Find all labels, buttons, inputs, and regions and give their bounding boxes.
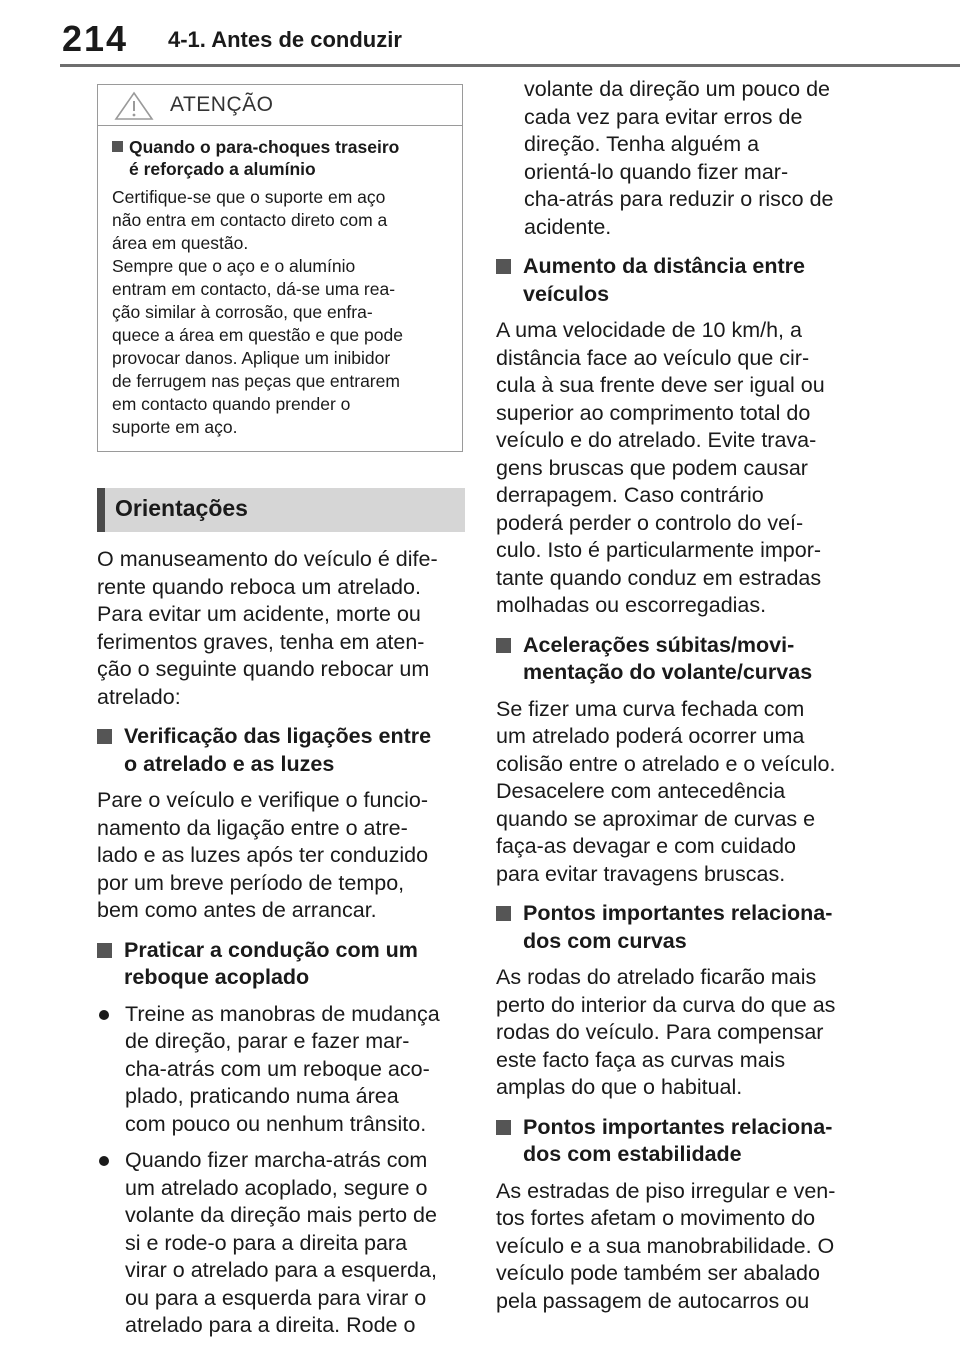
header-divider: [60, 64, 960, 67]
paragraph-curvas: As rodas do atrelado ficarão mais perto do interior da curva do que as rodas do veículo. Para compensar este facto faça as curvas mais amplas do que o habitual.: [496, 965, 836, 1099]
square-bullet-icon: [97, 729, 112, 744]
paragraph-aceleracoes: Se fizer uma curva fechada com um atrelado poderá ocorrer uma colisão entre o atrelado e o veículo. Desacelere com antecedência quando se aproximar de curvas e faça-as devagar e com cuidado para evitar travagens bruscas.: [496, 696, 836, 886]
warning-body: [98, 126, 462, 451]
warning-header: [98, 85, 462, 126]
page-number: 214: [62, 18, 129, 59]
subheading-estabilidade: Pontos importantes relaciona- dos com estabilidade: [496, 1114, 862, 1169]
subheading-curvas: Pontos importantes relaciona- dos com curvas: [496, 900, 862, 955]
orientacoes-heading-bar: [97, 488, 465, 532]
subheading-distancia: Aumento da distância entre veículos: [496, 253, 862, 308]
orientacoes-title: Orientações: [115, 495, 248, 521]
bullet-item: Quando fizer marcha-atrás com um atrelado acoplado, segure o volante da direção mais perto de si e rode-o para a direita para virar o atrelado para a esquerda, ou para a esquerda para virar o atrelado para a direita. Rode o: [97, 1147, 465, 1340]
page-header: [0, 0, 960, 70]
warning-paragraph: Certifique-se que o suporte em aço não entra em contacto direto com a área em questão.: [112, 187, 388, 253]
square-bullet-icon: [496, 638, 511, 653]
bullet-item: Treine as manobras de mudança de direção, parar e fazer mar- cha-atrás com um reboque aco- plado, praticando numa área com pouco ou nenhum trânsito.: [97, 1001, 465, 1139]
intro-paragraph: O manuseamento do veículo é dife- rente quando reboca um atrelado. Para evitar um acidente, morte ou ferimentos graves, tenha em aten- ção o seguinte quando rebocar um atrelado:: [97, 547, 438, 709]
subheading-ligacoes: Verificação das ligações entre o atrelado e as luzes: [97, 723, 465, 778]
bullet-dot-icon: [99, 1010, 109, 1020]
warning-box: [97, 84, 463, 452]
paragraph-estabilidade: As estradas de piso irregular e ven- tos fortes afetam o movimento do veículo e a sua manobrabilidade. O veículo pode também ser abalado pela passagem de autocarros ou: [496, 1178, 836, 1313]
subheading-praticar: Praticar a condução com um reboque acoplado: [97, 937, 465, 992]
square-bullet-icon: [496, 906, 511, 921]
square-bullet-icon: [496, 1120, 511, 1135]
warning-title: ATENÇÃO: [170, 93, 274, 116]
warning-triangle-icon: [114, 91, 154, 121]
right-column: [496, 76, 862, 1315]
subheading-aceleracoes: Acelerações súbitas/movi- mentação do volante/curvas: [496, 632, 862, 687]
paragraph-ligacoes: Pare o veículo e verifique o funcio- namento da ligação entre o atre- lado e as luzes após ter conduzido por um breve período de tempo, bem como antes de arrancar.: [97, 788, 429, 922]
square-bullet-icon: [496, 259, 511, 274]
left-column: [97, 84, 465, 1340]
continued-paragraph: volante da direção um pouco de cada vez para evitar erros de direção. Tenha alguém a orientá-lo quando fizer mar- cha-atrás para reduzir o risco de acidente.: [524, 77, 834, 239]
warning-text: [112, 186, 450, 439]
section-title: 4-1. Antes de conduzir: [168, 27, 402, 52]
warning-paragraph: Sempre que o aço e o alumínio entram em contacto, dá-se uma rea- ção similar à corrosão, que enfra- quece a área em questão e que pode provocar danos. Aplique um inibidor de ferrugem nas peças que entrarem em contacto quando prender o suporte em aço.: [112, 256, 403, 437]
warning-subheading: Quando o para-choques traseiro é reforçado a alumínio: [112, 136, 450, 180]
bullet-dot-icon: [99, 1156, 109, 1166]
square-bullet-icon: [97, 943, 112, 958]
paragraph-distancia: A uma velocidade de 10 km/h, a distância face ao veículo que cir- cula à sua frente deve ser igual ou superior ao comprimento total do veículo e do atrelado. Evite trava- gens bruscas que podem causar derrapagem. Caso contrário poderá perder o controlo do veí- culo. Isto é particularmente impor- tante quando conduz em estradas molhadas ou escorregadias.: [496, 318, 825, 617]
square-bullet-icon: [112, 141, 123, 152]
